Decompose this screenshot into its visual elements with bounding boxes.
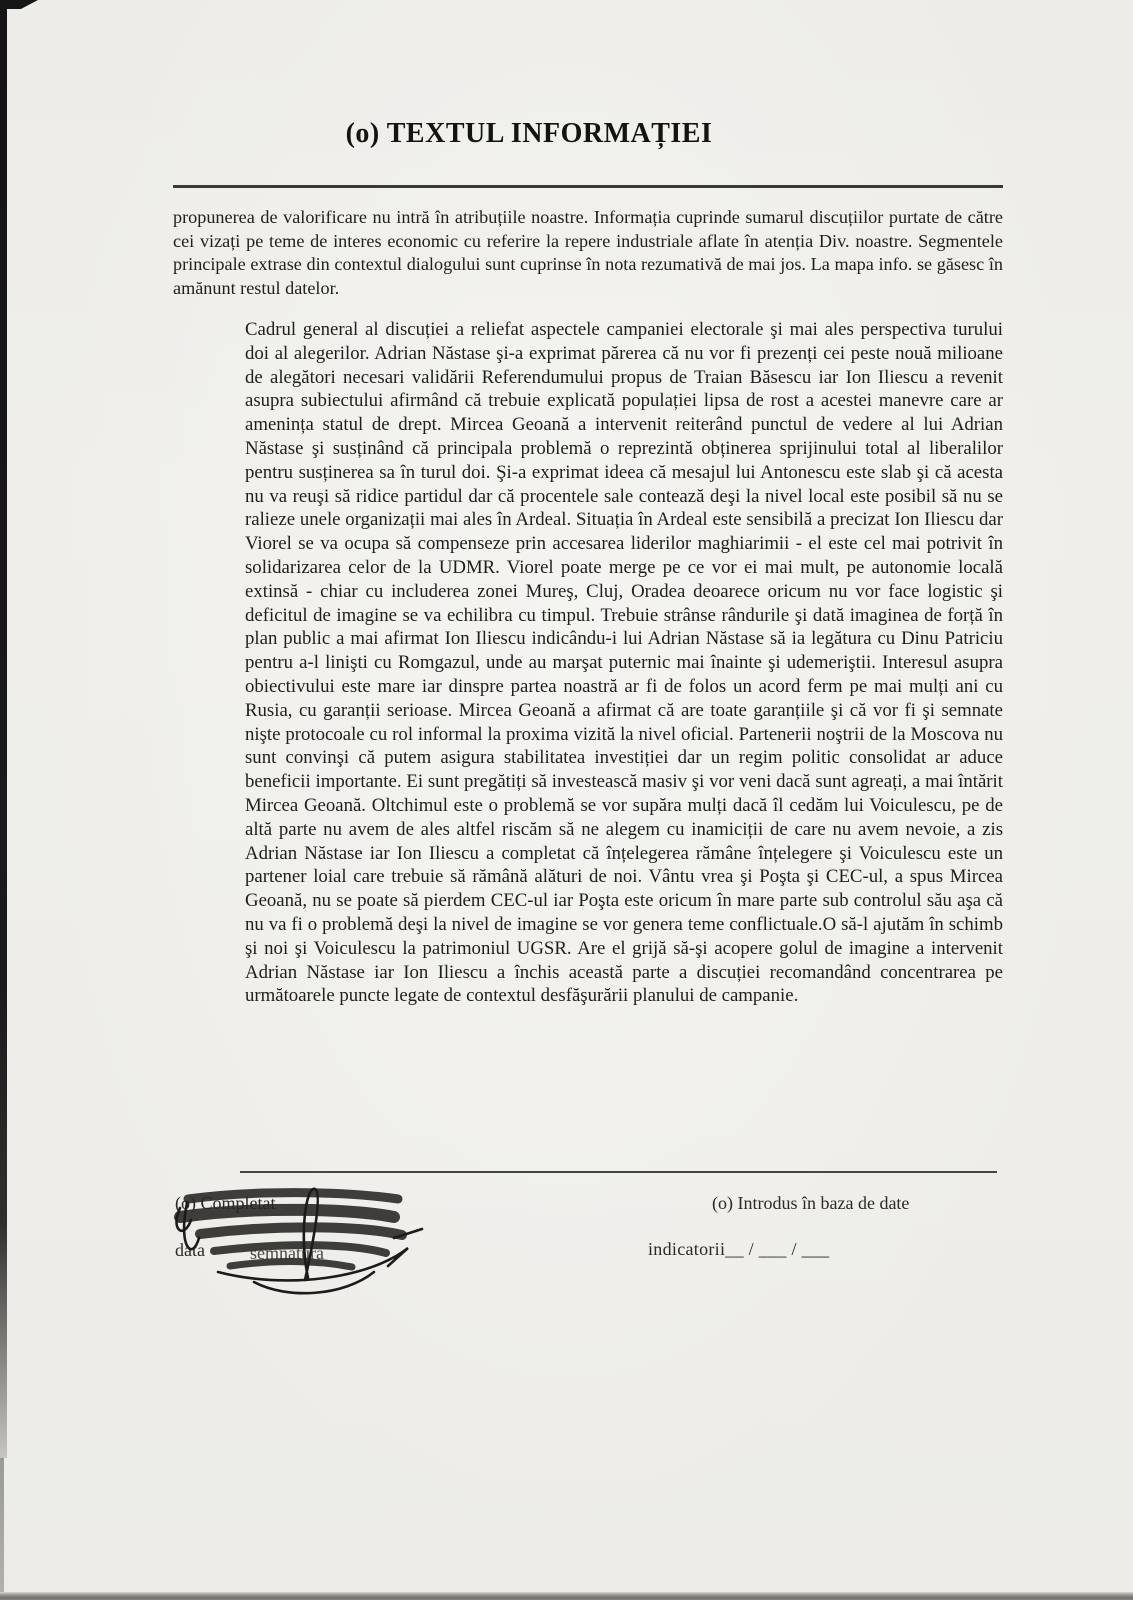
signature-scribble bbox=[158, 1176, 468, 1306]
body-paragraph: Cadrul general al discuției a reliefat aspectele campaniei electorale şi mai ales perspectiva turului doi al alegerilor. Adrian Năstase şi-a exprimat părerea că nu vor fi prezenți cei peste nouă milioane de alegători necesari validării Referendumului propus de Traian Băsescu iar Ion Iliescu a revenit asupra subiectului afirmând că trebuie explicată populației lipsa de rost a acestei manevre care ar amenința statul de drept. Mircea Geoană a intervenit reiterând punctul de vedere al lui Adrian Năstase şi susținând că principala problemă o reprezintă obținerea sprijinului total al liberalilor pentru susținerea sa în turul doi. Şi-a exprimat ideea că mesajul lui Antonescu este slab şi că acesta nu va reuşi să ridice partidul dar că procentele sale contează deşi la nivel local este posibil să nu se ralieze unele organizații mai ales în Ardeal. Situația în Ardeal este sensibilă a precizat Ion Iliescu dar Viorel se va ocupa să compenseze prin accesarea liderilor maghiarimii - el este cel mai potrivit în solidarizarea celor de la UDMR. Viorel poate merge pe ce vor ei mai mult, pe autonomie locală extinsă - chiar cu includerea zonei Mureş, Cluj, Oradea deoarece oricum nu vor face logistic şi deficitul de imagine se va echilibra cu timpul. Trebuie strânse rândurile şi dată imaginea de forță în plan public a mai afirmat Ion Iliescu indicându-i lui Adrian Năstase să ia legătura cu Dinu Patriciu pentru a-l linişti cu Romgazul, unde au marşat puternic mai înainte şi udemeriştii. Interesul asupra obiectivului este mare iar dinspre partea noastră ar fi de folos un acord ferm pe mai mulți ani cu Rusia, cu garanții serioase. Mircea Geoană a afirmat că are toate garanțiile şi că vor fi şi semnate nişte protocoale cu rol informal la proxima vizită la nivel oficial. Partenerii noştrii de la Moscova nu sunt convinşi că putem asigura stabilitatea investiției dar un regim politic consolidat ar aduce beneficii importante. Ei sunt pregătiți să investească masiv şi vor veni dacă sunt agreați, a mai întărit Mircea Geoană. Oltchimul este o problemă se vor supăra mulți dacă îl cedăm lui Voiculescu, pe de altă parte nu avem de ales altfel riscăm să ne alegem cu inamiciții de care nu avem nevoie, a zis Adrian Năstase iar Ion Iliescu a completat că înțelegerea rămâne înțelegere şi Voiculescu este un partener loial care trebuie să rămână alături de noi. Vântu vrea şi Poşta şi CEC-ul, a spus Mircea Geoană, nu se poate să pierdem CEC-ul iar Poşta este oricum în mare parte sub controlul său aşa că nu va fi o problemă deşi la nivel de imagine se vor genera teme conflictuale.O să-l ajutăm în schimb şi noi şi Voiculescu la patrimoniul UGSR. Are el grijă să-şi acopere golul de imagine a intervenit Adrian Năstase iar Ion Iliescu a închis această parte a discuției recomandând concentrarea pe următoarele puncte legate de contextul desfăşurării planului de campanie. bbox=[245, 319, 1003, 1007]
introdus-label: (o) Introdus în baza de date bbox=[712, 1193, 910, 1213]
signature-scribble-icon bbox=[158, 1176, 468, 1306]
scan-artifact-left-edge bbox=[0, 0, 7, 1458]
scan-artifact-left-edge-lower bbox=[0, 1458, 4, 1600]
page-title: (o) TEXTUL INFORMAȚIEI bbox=[345, 118, 713, 149]
data-label: data bbox=[175, 1240, 205, 1260]
indicatorii-label: indicatorii__ / ___ / ___ bbox=[648, 1239, 830, 1259]
scan-artifact-bottom-edge bbox=[0, 1592, 1133, 1600]
intro-paragraph: propunerea de valorificare nu intră în atribuțiile noastre. Informația cuprinde sumarul discuțiilor purtate de către cei vizați pe teme de interes economic cu referire la repere industriale aflate în atenția Div. noastre. Segmentele principale extrase din contextul dialogului sunt cuprinse în nota rezumativă de mai jos. La mapa info. se găsesc în amănunt restul datelor. bbox=[173, 207, 1003, 298]
semnatura-label: semnatura bbox=[250, 1243, 324, 1263]
footer-divider bbox=[240, 1171, 997, 1173]
completat-label: (o) Completat bbox=[175, 1193, 276, 1213]
scan-artifact-top-left-corner bbox=[0, 0, 38, 9]
header-divider bbox=[173, 185, 1003, 188]
